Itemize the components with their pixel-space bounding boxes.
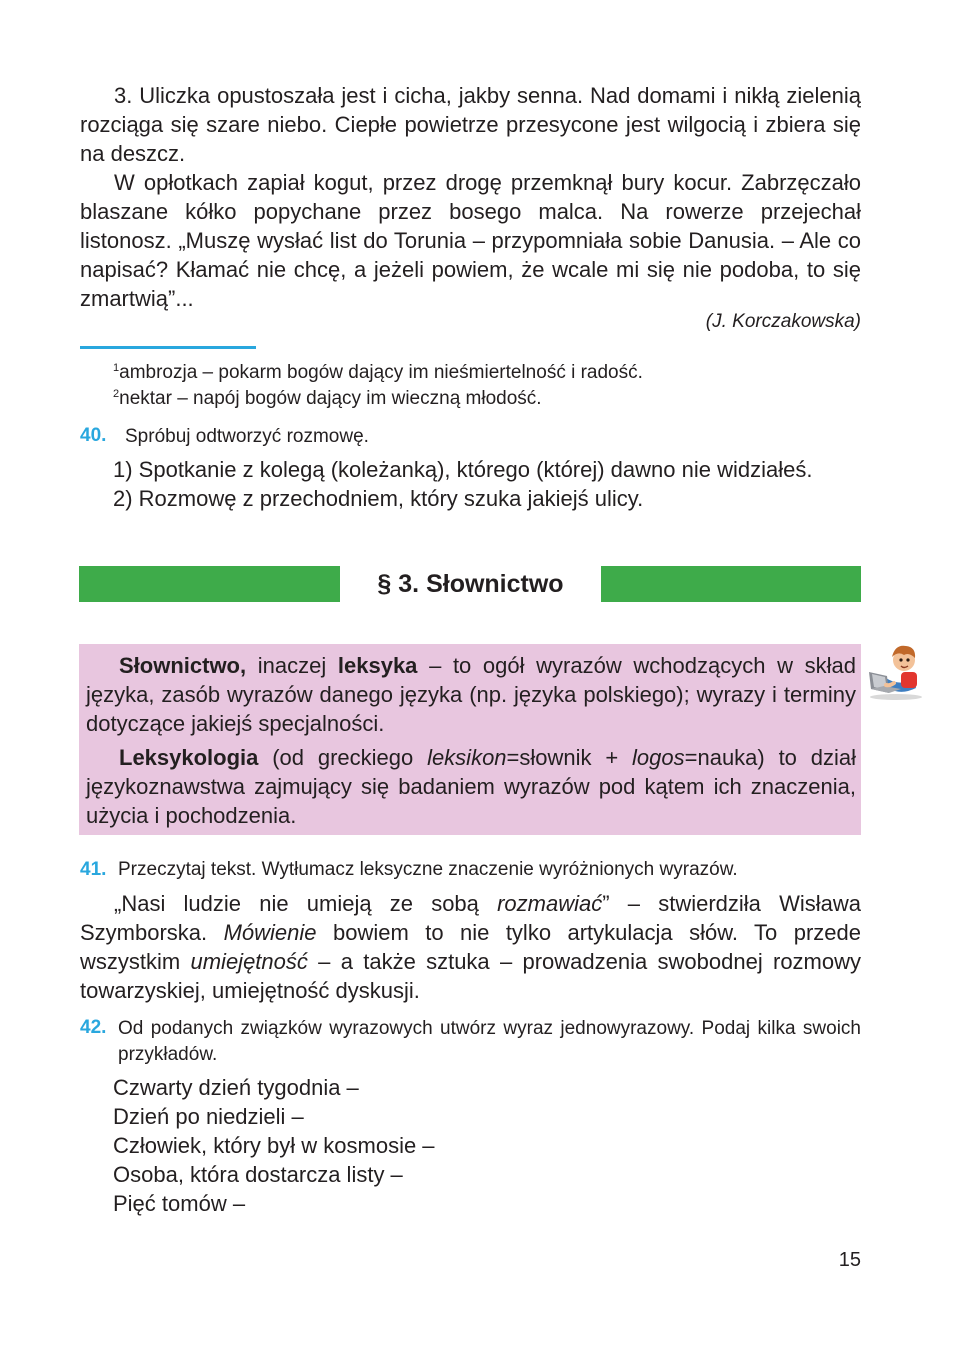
highlighted-word-rozmawiac: rozmawiać: [497, 891, 603, 916]
exercise-41-number: 41.: [80, 859, 107, 880]
passage-paragraph-2: W opłotkach zapiał kogut, przez drogę przemknął bury kocur. Zabrzęczało blaszane kółko popychane przez bosego malca. Na rowerze przejechał listonosz. „Muszę wysłać list do Torunia – przypomniała sobie Danusia. – Ale co napisać? Kłamać nie chcę, a jeżeli powiem, że wcale mi się nie podoba, to się zmartwią”...: [80, 170, 861, 311]
exercise-41-text: [80, 889, 861, 1005]
exercise-42-task: Od podanych związków wyrazowych utwórz wyraz jednowyrazowy. Podaj kilka swoich przykładów.: [118, 1018, 861, 1065]
term-leksykologia: Leksykologia: [119, 745, 259, 770]
exercise-41-text-part: „Nasi ludzie nie umieją ze sobą: [114, 891, 498, 916]
passage-paragraph-1: 3. Uliczka opustoszała jest i cicha, jakby senna. Nad domami i nikłą zielenią rozciąga się szare niebo. Ciepłe powietrze przesycone jest wilgocią i zbiera się na deszcz.: [80, 83, 861, 166]
footnote-text: nektar – napój bogów dający im wieczną młodość.: [119, 388, 542, 409]
footnote-mark: 2: [113, 388, 120, 400]
exercise-41-task: Przeczytaj tekst. Wytłumacz leksyczne znaczenie wyróżnionych wyrazów.: [118, 859, 738, 880]
exercise-41-text-part: ” – stwierdziła Wisława Szymborska.: [80, 891, 861, 945]
definition-text: (od greckiego: [258, 745, 428, 770]
passage-author: (J. Korczakowska): [705, 311, 861, 332]
exercise-42-number: 42.: [80, 1017, 107, 1038]
footnote-2: [113, 386, 542, 412]
exercise-40-task: Spróbuj odtworzyć rozmowę.: [125, 426, 369, 447]
word-logos: logos: [632, 745, 685, 770]
definition-text: inaczej: [246, 653, 338, 678]
exercise-41-text-part: – a także sztuka – prowadzenia swobodnej rozmowy towarzyskiej, umiejętność dyskusji.: [80, 949, 861, 1003]
section-title: § 3. Słownictwo: [377, 569, 564, 598]
section-bar-left: [79, 566, 340, 602]
term-leksyka: leksyka: [337, 653, 418, 678]
definition-paragraph-2: [86, 743, 856, 830]
boy-with-laptop-icon: [864, 642, 928, 700]
exercise-40-item-2: 2) Rozmowę z przechodniem, który szuka jakiejś ulicy.: [113, 486, 644, 511]
footnote-divider: [80, 346, 256, 349]
exercise-42-item-1: Czwarty dzień tygodnia –: [113, 1075, 359, 1100]
definition-text: =słownik +: [506, 745, 633, 770]
exercise-40-item-1: 1) Spotkanie z kolegą (koleżanką), którego (której) dawno nie widziałeś.: [113, 457, 813, 482]
section-bar-right: [601, 566, 861, 602]
highlighted-word-mowienie: Mówienie: [223, 920, 317, 945]
footnote-text: ambrozja – pokarm bogów dający im nieśmiertelność i radość.: [119, 362, 643, 383]
term-slownictwo: Słownictwo,: [119, 653, 247, 678]
exercise-42-item-4: Osoba, która dostarcza listy –: [113, 1162, 403, 1187]
word-leksikon: leksikon: [427, 745, 507, 770]
exercise-42-item-3: Człowiek, który był w kosmosie –: [113, 1133, 435, 1158]
page-number: 15: [838, 1249, 861, 1271]
footnote-mark: 1: [113, 362, 120, 374]
exercise-42-item-5: Pięć tomów –: [113, 1191, 246, 1216]
definition-text: – to ogół wyrazów wchodzących w skład języka, zasób wyrazów danego języka (np. języka polskiego); wyrazy i terminy dotyczące jakiejś specjalności.: [86, 653, 856, 736]
exercise-41-text-part: bowiem to nie tylko artykulacja słów. To przede wszystkim: [80, 920, 861, 974]
exercise-40-number: 40.: [80, 425, 107, 446]
exercise-42-item-2: Dzień po niedzieli –: [113, 1104, 304, 1129]
highlighted-word-umiejetnosc: umiejętność: [190, 949, 308, 974]
definition-paragraph-1: [86, 651, 856, 738]
footnote-1: [113, 360, 643, 386]
definition-text: =nauka) to dział językoznawstwa zajmujący się badaniem wyrazów pod kątem ich znaczenia, użycia i pochodzenia.: [86, 745, 856, 828]
